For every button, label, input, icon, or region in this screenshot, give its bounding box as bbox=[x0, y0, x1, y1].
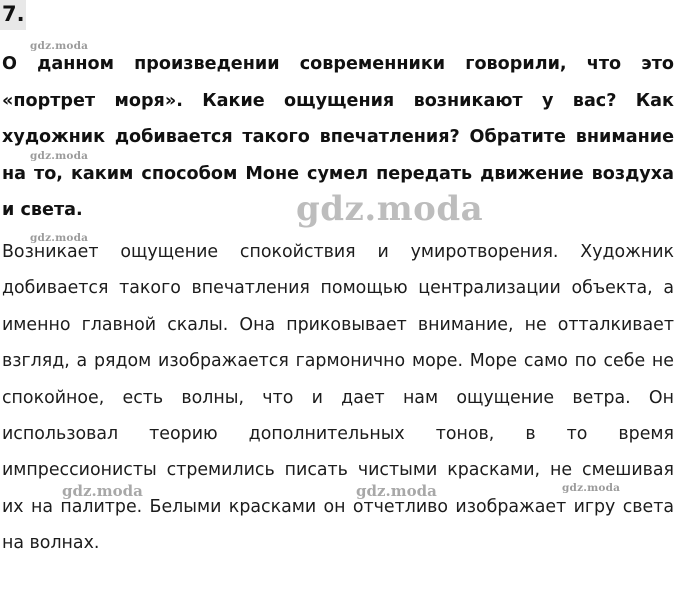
watermark: gdz.moda bbox=[30, 40, 89, 52]
task-number: 7. bbox=[2, 2, 25, 26]
question-text: О данном произведении современники говорили, что это «портрет моря». Какие ощущения возникают у вас? Как художник добивается такого впечатления? Обратите внимание на то, каким способом Моне сумел передать движение воздуха и света. bbox=[2, 54, 674, 220]
watermark-large: gdz.moda bbox=[296, 189, 484, 229]
watermark: gdz.moda bbox=[562, 482, 621, 494]
answer-text: Возникает ощущение спокойствия и умиротворения. Художник добивается такого впечатления помощью централизации объекта, а именно главной скалы. Она приковывает внимание, не отталкивает взгляд, а рядом изображается гармонично море. Море само по себе не спокойное, есть волны, что и дает нам ощущение ветра. Он использовал теорию дополнительных тонов, в то время импрессионисты стремились писать чистыми красками, не смешивая их на палитре. Белыми красками он отчетливо изображает игру света на волнах. bbox=[2, 242, 674, 554]
watermark: gdz.moda bbox=[356, 482, 437, 500]
watermark: gdz.moda bbox=[62, 482, 143, 500]
watermark: gdz.moda bbox=[30, 232, 89, 244]
watermark: gdz.moda bbox=[30, 150, 89, 162]
